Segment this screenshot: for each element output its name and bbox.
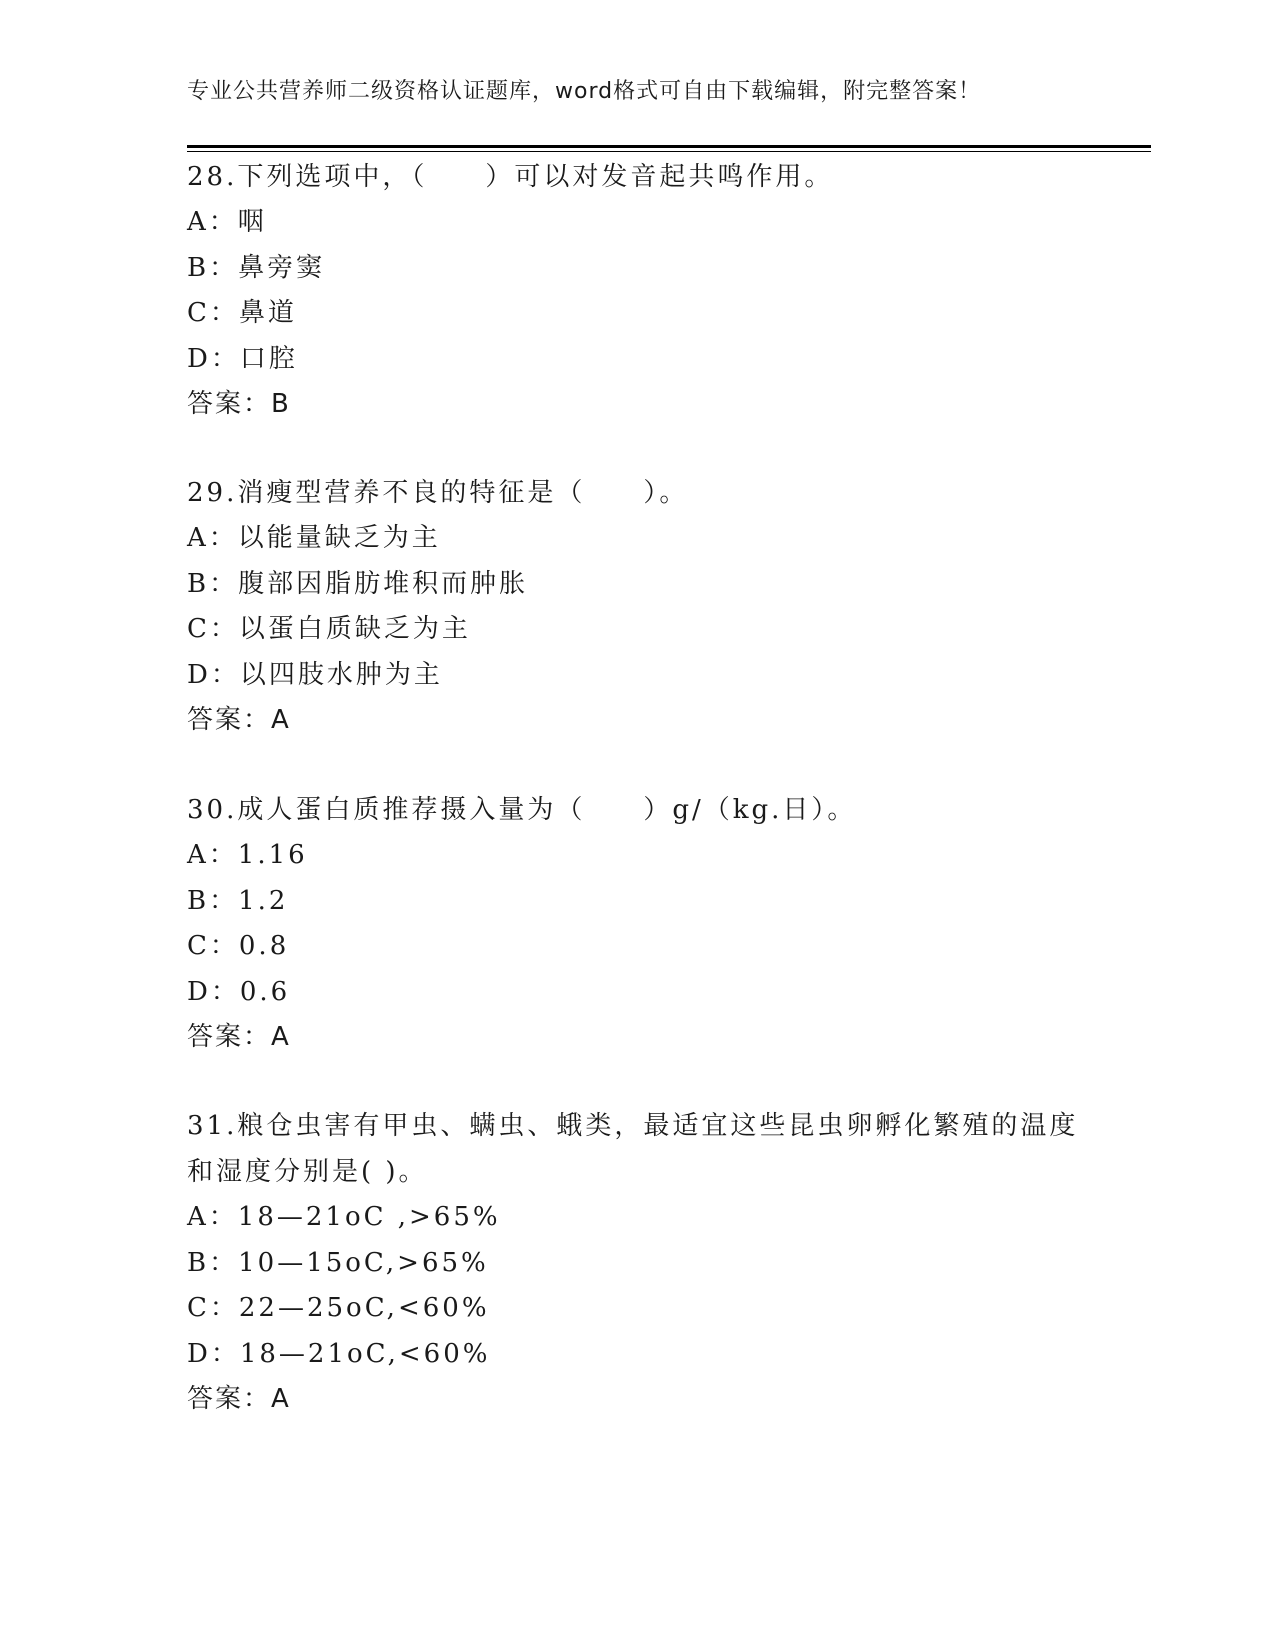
- option-b: B：腹部因脂肪堆积而肿胀: [187, 568, 529, 599]
- option-b: B：1.2: [187, 885, 289, 916]
- option-a: A：1.16: [187, 840, 308, 870]
- option-a: A：咽: [187, 207, 267, 237]
- question-28: [187, 154, 1117, 427]
- option-b: B：10—15oC,>65%: [187, 1247, 489, 1278]
- question-stem: 31.粮仓虫害有甲虫、螨虫、蛾类，最适宜这些昆虫卵孵化繁殖的温度和湿度分别是( )。: [187, 1111, 1079, 1187]
- option-d: D：0.6: [187, 976, 291, 1007]
- option-a: A：以能量缺乏为主: [187, 523, 441, 553]
- header-title: 专业公共营养师二级资格认证题库，word格式可自由下载编辑，附完整答案！: [187, 79, 982, 104]
- answer: 答案：A: [187, 1384, 291, 1414]
- option-d: D：18—21oC,<60%: [187, 1338, 491, 1369]
- question-stem: 28.下列选项中，（ ）可以对发音起共鸣作用。: [187, 162, 834, 192]
- option-c: C：以蛋白质缺乏为主: [187, 614, 471, 644]
- answer: 答案：A: [187, 1022, 291, 1052]
- option-c: C：鼻道: [187, 298, 297, 328]
- option-c: C：22—25oC,<60%: [187, 1293, 490, 1323]
- option-a: A：18—21oC ,>65%: [187, 1202, 501, 1232]
- answer: 答案：B: [187, 389, 291, 419]
- question-31: [187, 1103, 1117, 1422]
- option-b: B：鼻旁窦: [187, 252, 326, 283]
- question-stem: 29.消瘦型营养不良的特征是（ ）。: [187, 478, 689, 508]
- option-d: D：口腔: [187, 343, 298, 374]
- question-29: [187, 470, 1117, 743]
- question-30: [187, 787, 1117, 1060]
- question-stem: 30.成人蛋白质推荐摄入量为（ ）g/（kg.日）。: [187, 795, 857, 825]
- header-rule-thin: [187, 151, 1151, 152]
- header-rule-thick: [187, 145, 1151, 148]
- answer: 答案：A: [187, 705, 291, 735]
- option-c: C：0.8: [187, 931, 290, 961]
- option-d: D：以四肢水肿为主: [187, 659, 443, 690]
